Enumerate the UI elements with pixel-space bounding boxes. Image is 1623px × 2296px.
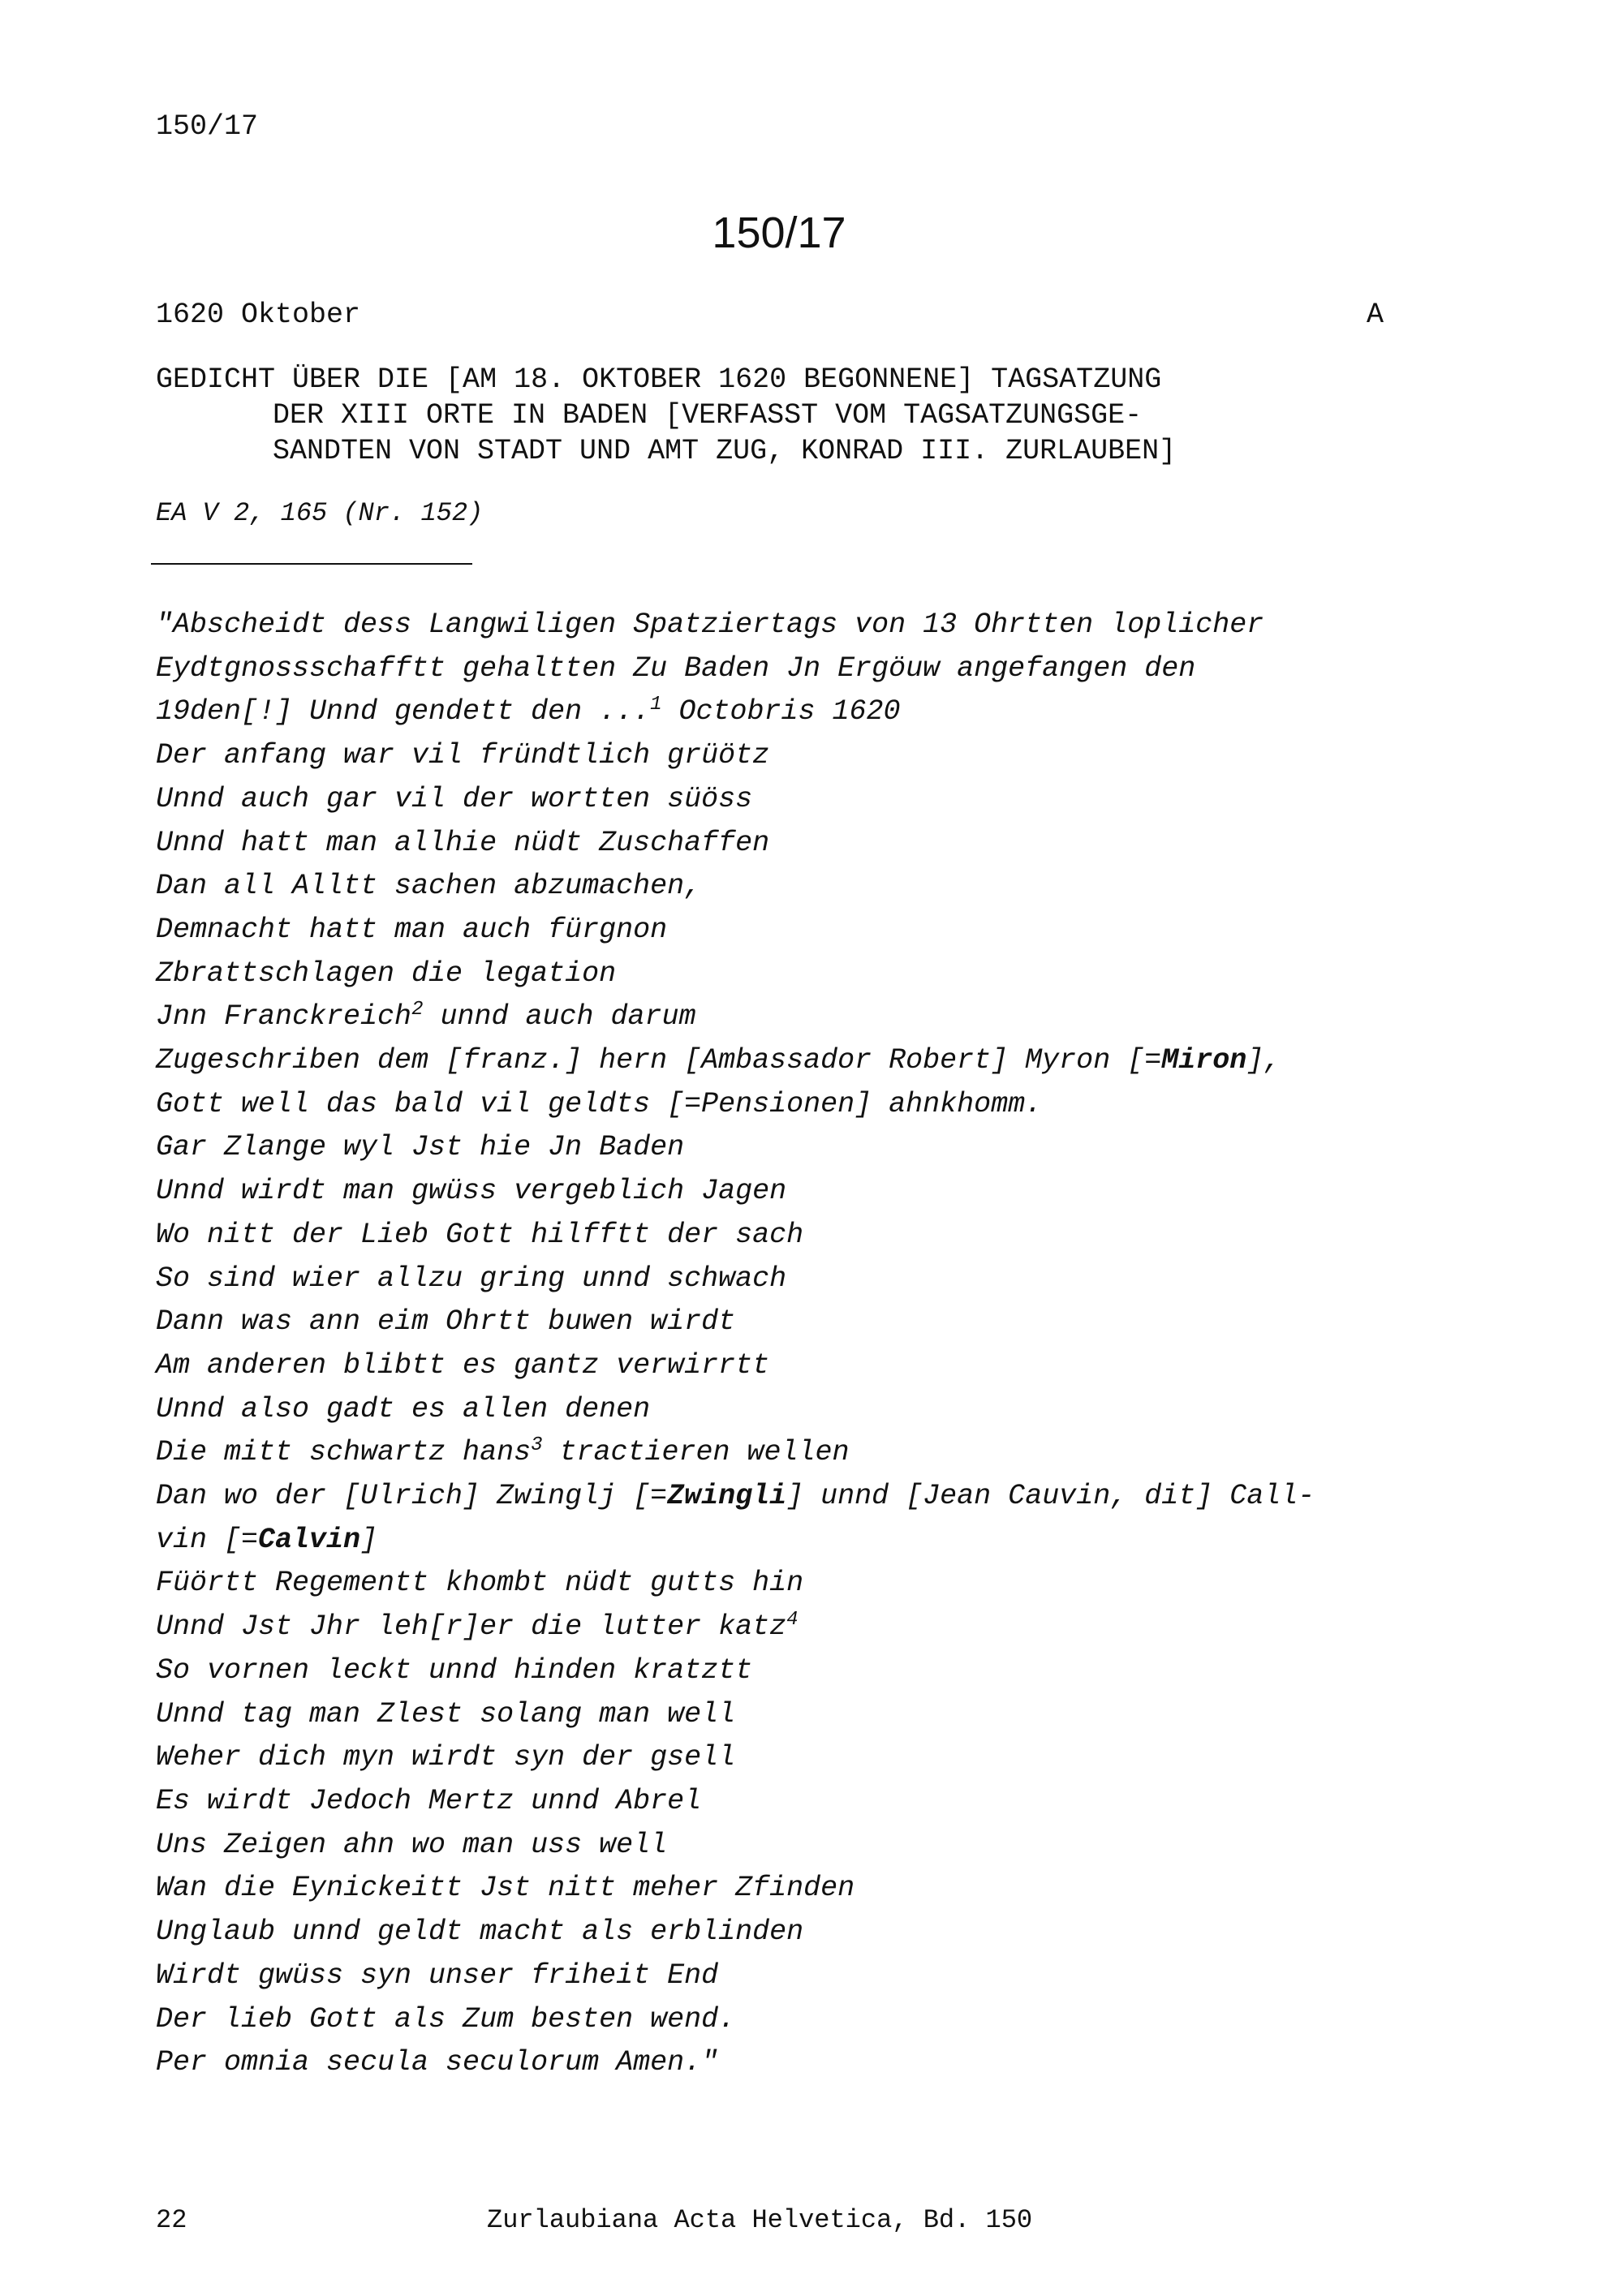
poem-line [156, 995, 1422, 1039]
poem-line: Unglaub unnd geldt macht als erblinden [156, 1915, 804, 1949]
title-line: GEDICHT ÜBER DIE [AM 18. OKTOBER 1620 BEGONNENE] TAGSATZUNG [156, 363, 1162, 396]
poem-line: Unnd wirdt man gwüss vergeblich Jagen [156, 1175, 787, 1208]
poem-line-text: Octobris 1620 [661, 695, 901, 729]
poem-line [156, 1039, 1422, 1083]
title-line: DER XIII ORTE IN BADEN [VERFASST VOM TAGSATZUNGSGE- [273, 399, 1143, 432]
poem-line: Unnd tag man Zlest solang man well [156, 1697, 736, 1731]
poem-line: Per omnia secula seculorum Amen." [156, 2046, 719, 2079]
poem-line [156, 1431, 1422, 1475]
poem-line-text: ], [1246, 1044, 1281, 1077]
poem-line: Wirdt gwüss syn unser friheit End [156, 1958, 719, 1992]
poem-text [156, 604, 1422, 2085]
poem-line [156, 1519, 1422, 1563]
footer-title: Zurlaubiana Acta Helvetica, Bd. 150 [487, 2205, 1033, 2235]
poem-line: Weher dich myn wirdt syn der gsell [156, 1741, 736, 1774]
poem-line: Dann was ann eim Ohrtt buwen wirdt [156, 1305, 736, 1339]
document-title [156, 362, 1422, 469]
document-letter: A [1367, 299, 1384, 331]
poem-line: Dan all Alltt sachen abzumachen, [156, 870, 702, 903]
poem-line: Gott well das bald vil geldts [=Pensionen] ahnkhomm. [156, 1087, 1043, 1120]
footnote-marker: 2 [411, 999, 424, 1021]
bold-name: Miron [1161, 1044, 1247, 1077]
poem-line: Zbrattschlagen die legation [156, 957, 617, 990]
document-date: 1620 Oktober [156, 299, 361, 331]
poem-line: Demnacht hatt man auch fürgnon [156, 913, 668, 946]
footnote-marker: 4 [786, 1609, 799, 1632]
poem-line: Uns Zeigen ahn wo man uss well [156, 1828, 668, 1861]
poem-line: So vornen leckt unnd hinden kratztt [156, 1653, 753, 1687]
poem-line: Am anderen blibtt es gantz verwirrtt [156, 1348, 770, 1382]
poem-line: "Abscheidt dess Langwiligen Spatziertags von 13 Ohrtten loplicher [156, 608, 1264, 641]
poem-line: Füörtt Regementt khombt nüdt gutts hin [156, 1567, 804, 1600]
bold-name: Calvin [258, 1523, 361, 1556]
poem-line-text: Dan wo der [Ulrich] Zwinglj [= [156, 1480, 668, 1513]
poem-line-text: 19den[!] Unnd gendett den ... [156, 695, 651, 729]
poem-line-text: vin [= [156, 1523, 259, 1556]
poem-line: Der anfang war vil fründtlich grüötz [156, 739, 770, 772]
poem-line-text: unnd auch darum [423, 1000, 696, 1034]
poem-line [156, 1606, 1422, 1649]
poem-line-text: ] [360, 1523, 378, 1556]
poem-line: Eydtgnossschafftt gehaltten Zu Baden Jn Ergöuw angefangen den [156, 651, 1196, 685]
poem-line: Gar Zlange wyl Jst hie Jn Baden [156, 1131, 685, 1164]
poem-line-text: Zugeschriben dem [franz.] hern [Ambassador Robert] Myron [= [156, 1044, 1162, 1077]
poem-line [156, 690, 1422, 734]
poem-line: Der lieb Gott als Zum besten wend. [156, 2002, 736, 2036]
poem-line: Unnd hatt man allhie nüdt Zuschaffen [156, 826, 770, 859]
page-number: 22 [156, 2205, 187, 2235]
footnote-marker: 3 [531, 1434, 543, 1457]
poem-line: Wan die Eynickeitt Jst nitt meher Zfinden [156, 1872, 855, 1905]
document-number: 150/17 [712, 209, 846, 257]
poem-line-text: Jnn Franckreich [156, 1000, 412, 1034]
poem-line-text: tractieren wellen [542, 1436, 850, 1469]
source-reference: EA V 2, 165 (Nr. 152) [156, 498, 484, 528]
poem-line-text: Unnd Jst Jhr leh[r]er die lutter katz [156, 1610, 787, 1644]
running-head: 150/17 [156, 110, 259, 143]
poem-line-text: Die mitt schwartz hans [156, 1436, 532, 1469]
poem-line: So sind wier allzu gring unnd schwach [156, 1262, 787, 1295]
poem-line: Unnd also gadt es allen denen [156, 1392, 651, 1425]
poem-line: Unnd auch gar vil der wortten süöss [156, 782, 753, 815]
poem-line [156, 1475, 1422, 1519]
title-line: SANDTEN VON STADT UND AMT ZUG, KONRAD III. ZURLAUBEN] [273, 435, 1177, 467]
bold-name: Zwingli [667, 1480, 787, 1513]
divider-rule [151, 563, 472, 565]
footnote-marker: 1 [650, 694, 662, 716]
poem-line-text: ] unnd [Jean Cauvin, dit] Call- [786, 1480, 1315, 1513]
poem-line: Wo nitt der Lieb Gott hilfftt der sach [156, 1218, 804, 1251]
poem-line: Es wirdt Jedoch Mertz unnd Abrel [156, 1784, 702, 1817]
